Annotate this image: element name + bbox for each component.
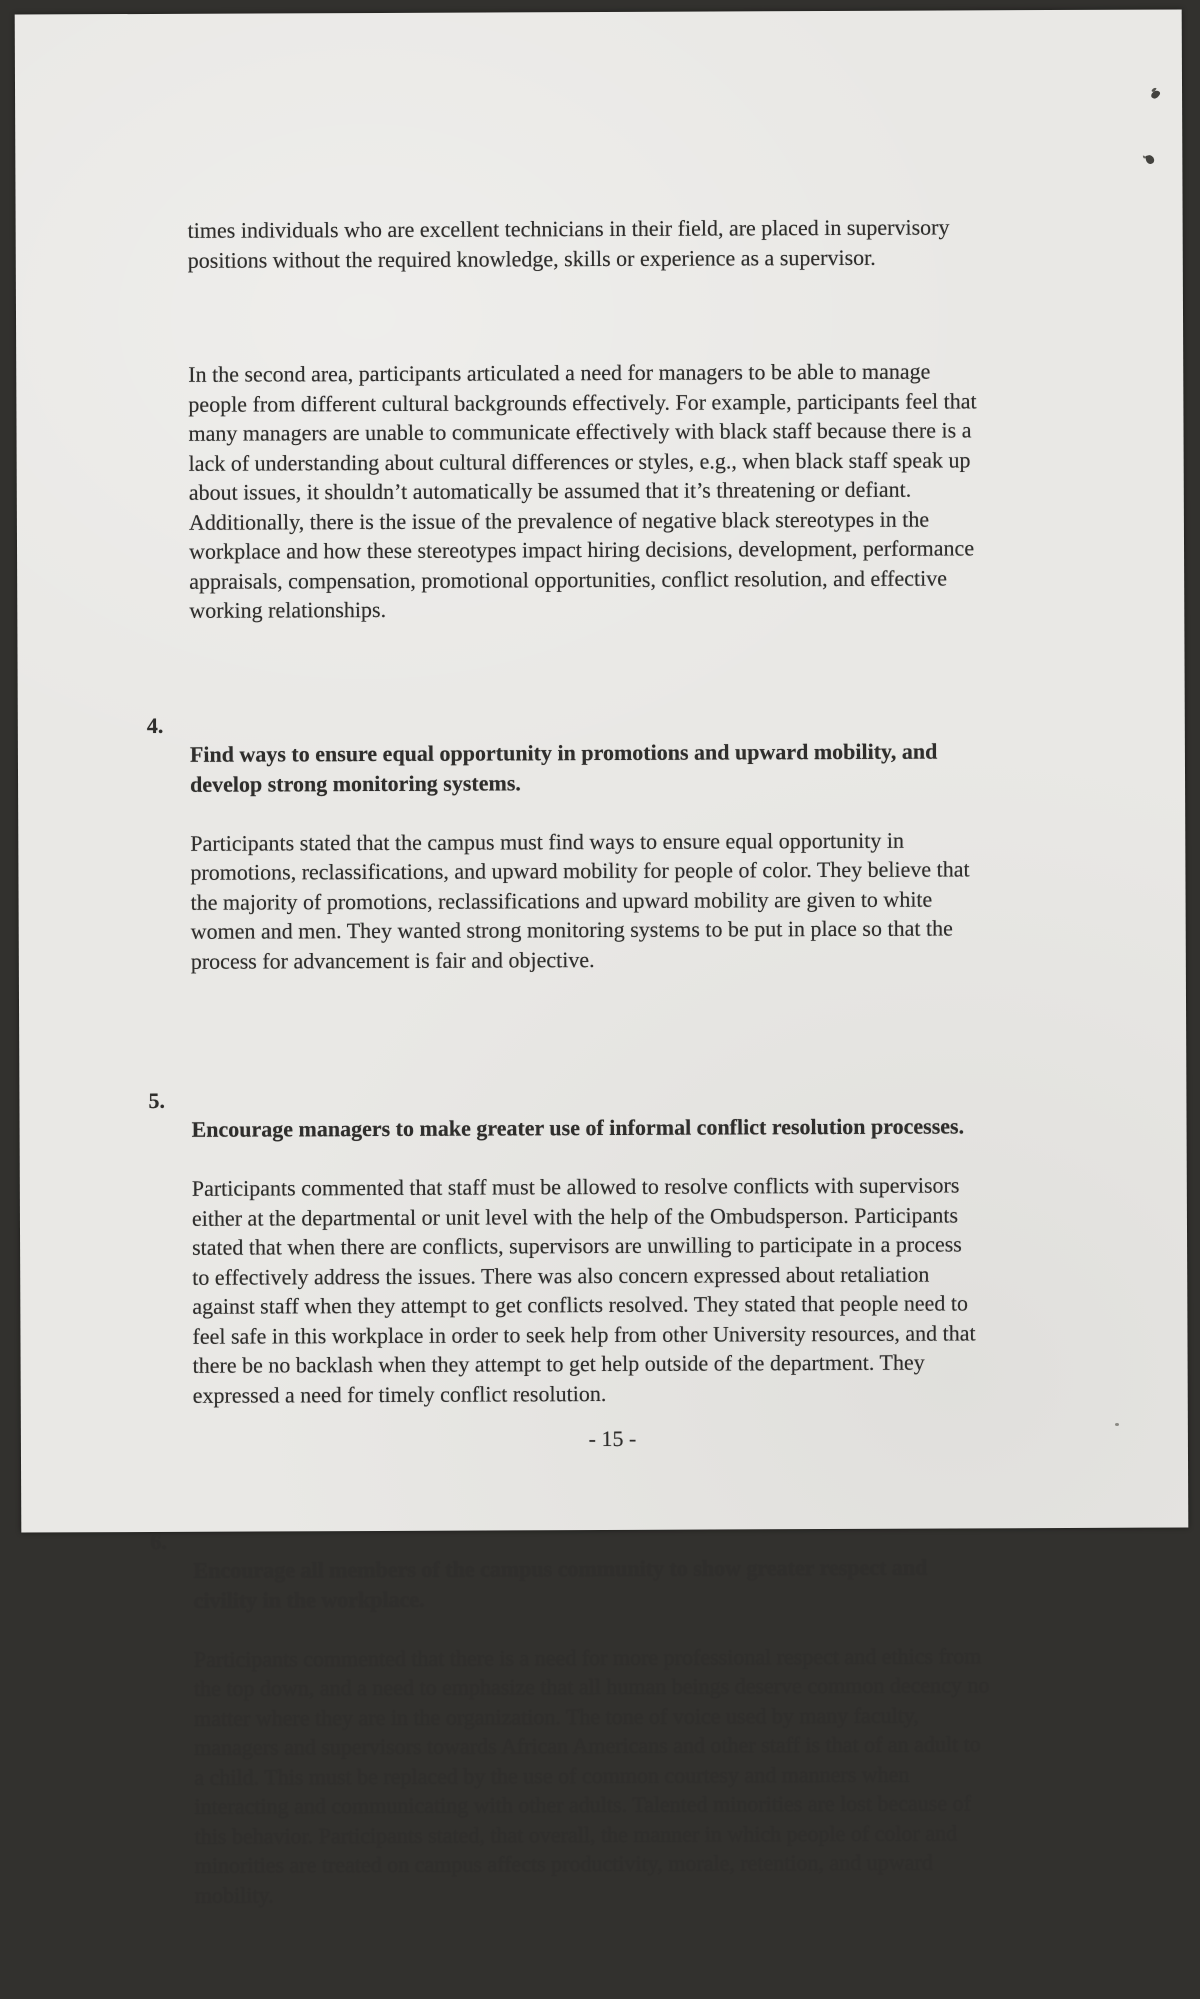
numbered-item (147, 707, 1053, 1006)
numbered-item (150, 1523, 1057, 1940)
document-page (15, 9, 1189, 1908)
item-number: 4. (146, 712, 164, 738)
item-body: Participants stated that the campus must find ways to ensure equal opportunity in promotions, reclassifications, and upward mobility for people of color. They believe that the majority of promotions, reclassifications and upward mobility are given to white women and men. They wanted strong monitoring systems to be put in place so that the process for advancement is fair and objective. (190, 827, 970, 974)
scan-speck (1115, 1423, 1119, 1426)
item-heading: Encourage managers to make greater use of informal conflict resolution processes. (191, 1113, 965, 1142)
item-body: Participants commented that staff must be allowed to resolve conflicts with supervisors either at the departmental or unit level with the help of the Ombudsperson. Participants stated that when there are conflicts, supervisors are unwilling to participate in a process to effectively address the issues. There was also concern expressed about retaliation against staff when they attempt to get conflicts resolved. They stated that people need to feel safe in this workplace in order to seek help from other University resources, and that there be no backlash when they attempt to get help outside of the department. They expressed a need for timely conflict resolution. (191, 1172, 976, 1408)
item-number: 6. (150, 1528, 167, 1554)
item-text (193, 1523, 1057, 1940)
item-number: 5. (148, 1087, 165, 1113)
intro-paragraph: times individuals who are excellent technicians in their field, are placed in supervisory positions without the required knowledge, skills or experience as a supervisor. (187, 214, 950, 273)
numbered-item (148, 1082, 1055, 1440)
item-body: Participants commented that there is a need for more professional respect and ethics from the top down, and a need to emphasize that all human beings deserve common decency no matter where they are in the organization. The tone of voice used by many faculty, managers and supervisors towards African Americans and other staff is that of an adult to a child. This must be replaced by the use of common courtesy and manners when interacting and communicating with other adults. Talented minorities are lost because of this behavior. Participants stated, that overall, the manner in which people of color and minorities are treated on campus affects productivity, morale, retention, and upward mobility. (193, 1642, 990, 1908)
item-heading: Find ways to ensure equal opportunity in promotions and upward mobility, and develop strong monitoring systems. (189, 738, 938, 797)
item-heading: Encourage all members of the campus community to show greater respect and civility in the workplace. (193, 1554, 928, 1613)
page-number: - 15 - (588, 1425, 637, 1452)
item-text (190, 707, 1053, 1006)
item-text (191, 1082, 1055, 1440)
intro-paragraph: In the second area, participants articulated a need for managers to be able to manage people from different cultural backgrounds effectively. For example, participants feel that many managers are unable to communicate effectively with black staff because there is a lack of understanding about cultural differences or styles, e.g., when black staff speak up about issues, it shouldn’t automatically be assumed that it’s threatening or defiant. Additionally, there is the issue of the prevalence of negative black stereotypes in the workplace and how these stereotypes impact hiring decisions, development, performance appraisals, compensation, promotional opportunities, conflict resolution, and effective working relationships. (188, 358, 977, 623)
page-content (144, 153, 1057, 1998)
